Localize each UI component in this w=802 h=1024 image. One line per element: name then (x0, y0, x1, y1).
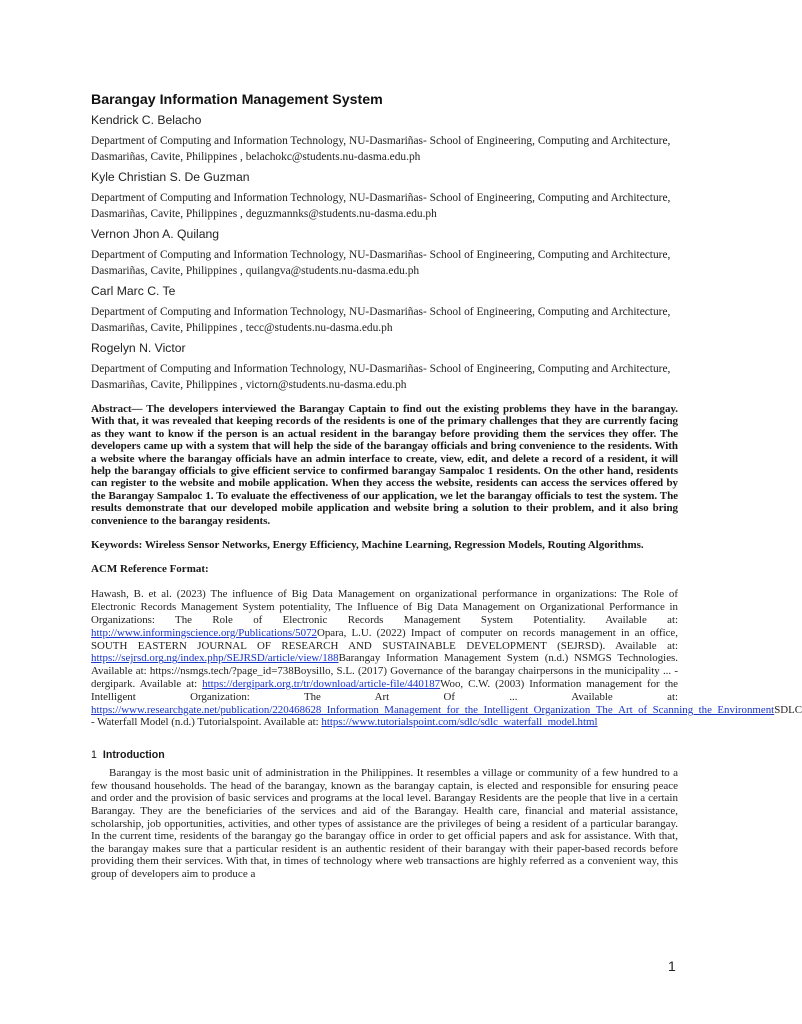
reference-list (91, 588, 802, 729)
section-heading (91, 749, 678, 761)
author-name: Rogelyn N. Victor (91, 341, 186, 355)
reference-text: SDLC - Waterfall Model (n.d.) Tutorialspoint. Available at: (91, 703, 802, 729)
author-name: Carl Marc C. Te (91, 284, 176, 298)
author-block (91, 113, 678, 393)
reference-link[interactable]: https://dergipark.org.tr/tr/download/article-file/440187 (202, 678, 441, 691)
section-number: 1 (91, 749, 97, 762)
paper-page (91, 92, 802, 881)
reference-link[interactable]: http://www.informingscience.org/Publications/5072 (91, 626, 317, 639)
keywords: Keywords: Wireless Sensor Networks, Energy Efficiency, Machine Learning, Regression Models, Routing Algorithms. (91, 539, 644, 552)
author-name: Kyle Christian S. De Guzman (91, 170, 250, 184)
paper-title: Barangay Information Management System (91, 92, 383, 108)
author-name: Vernon Jhon A. Quilang (91, 227, 220, 241)
reference-link[interactable]: https://www.tutorialspoint.com/sdlc/sdlc_waterfall_model.html (321, 716, 598, 729)
reference-text: Opara, L.U. (2022) Impact of computer on records management in an office, SOUTH EASTERN JOURNAL OF RESEARCH AND SUSTAINABLE DEVELOPMENT (SEJRSD). Available at: (91, 626, 678, 652)
abstract: Abstract— The developers interviewed the Barangay Captain to find out the existing problems they have in the barangay. With that, it was revealed that keeping records of the residents is one of the primary challenges that they are currently facing as they want to know if the person is an actual resident in the barangay before providing them the services they offer. The developers came up with a system that will help the side of the barangay officials and bring convenience to the residents. With a website where the barangay officials have an admin interface to create, view, edit, and delete a record of a resident, it will help the barangay officials to give efficient service to confirmed barangay Sampaloc 1 residents. On the other hand, residents can register to the website and mobile application. When they access the website, residents can access the services offered by the Barangay Sampaloc 1. To evaluate the effectiveness of our application, we let the barangay officials to test the system. The results demonstrate that our developed mobile application and website bring a solution to their problem, and it also bring convenience to the barangay residents. (91, 403, 678, 527)
author-affiliation: Department of Computing and Information Technology, NU-Dasmariñas- School of Engineering, Computing and Architecture, Dasmariñas, Cavite, Philippines , victorn@students.nu-dasma.edu.ph (91, 363, 671, 391)
section-title: Introduction (102, 749, 165, 762)
author-affiliation: Department of Computing and Information Technology, NU-Dasmariñas- School of Engineering, Computing and Architecture, Dasmariñas, Cavite, Philippines , tecc@students.nu-dasma.edu.ph (91, 306, 671, 334)
page-number: 1 (668, 958, 676, 974)
introduction-paragraph: Barangay is the most basic unit of administration in the Philippines. It resembles a village or community of a few hundred to a few thousand households. The head of the barangay, known as the barangay captain, is elected and responsible for ensuring peace and order and the provision of basic services and programs at the local level. Barangay Residents are the people that live in a certain Barangay. They are the beneficiaries of the services and aid of the Barangay. Health care, financial and material assistance, scholarship, job opportunities, activities, and other types of assistance are the privileges of being a resident of a particular barangay. In the current time, residents of the barangay go the barangay office in order to get official papers and ask for assistance. With that, the barangay makes sure that a particular resident is an authentic resident of their barangay with their paper-based records before providing them their services. With that, in times of technology where web transactions are highly referred as a convenient way, this group of developers aim to produce a (91, 767, 678, 880)
author-affiliation: Department of Computing and Information Technology, NU-Dasmariñas- School of Engineering, Computing and Architecture, Dasmariñas, Cavite, Philippines , deguzmannks@students.nu-dasma.edu.ph (91, 192, 671, 220)
author-affiliation: Department of Computing and Information Technology, NU-Dasmariñas- School of Engineering, Computing and Architecture, Dasmariñas, Cavite, Philippines , quilangva@students.nu-dasma.edu.ph (91, 249, 671, 277)
reference-text: Barangay Information Management System (n.d.) NSMGS Technologies. Available at: https://nsmgs.tech/?page_id=738Boysillo, S.L. (2017) Governance of the barangay chairpersons in the municipality ... - dergipark. Available at: (91, 652, 678, 691)
reference-link[interactable]: https://sejrsd.org.ng/index.php/SEJRSD/article/view/188 (91, 652, 339, 665)
author-name: Kendrick C. Belacho (91, 113, 202, 127)
acm-reference-heading: ACM Reference Format: (91, 563, 209, 576)
reference-text: Hawash, B. et al. (2023) The influence of Big Data Management on organizational performance in organizations: The Role of Electronic Records Management System potentiality, The Influence of Big Data Management on Organizational Performance in Organizations: The Role of Electronic Records Management System Potentiality. Available at: (91, 588, 678, 627)
reference-link[interactable]: https://www.researchgate.net/publication/220468628_Information_Management_for_the_Intelligent_Organization_The_Art_of_Scanning_the_Environment (91, 703, 775, 716)
author-affiliation: Department of Computing and Information Technology, NU-Dasmariñas- School of Engineering, Computing and Architecture, Dasmariñas, Cavite, Philippines , belachokc@students.nu-dasma.edu.ph (91, 135, 671, 163)
reference-text: Woo, C.W. (2003) Information management for the Intelligent Organization: The Art Of ... Available at: (91, 678, 679, 703)
